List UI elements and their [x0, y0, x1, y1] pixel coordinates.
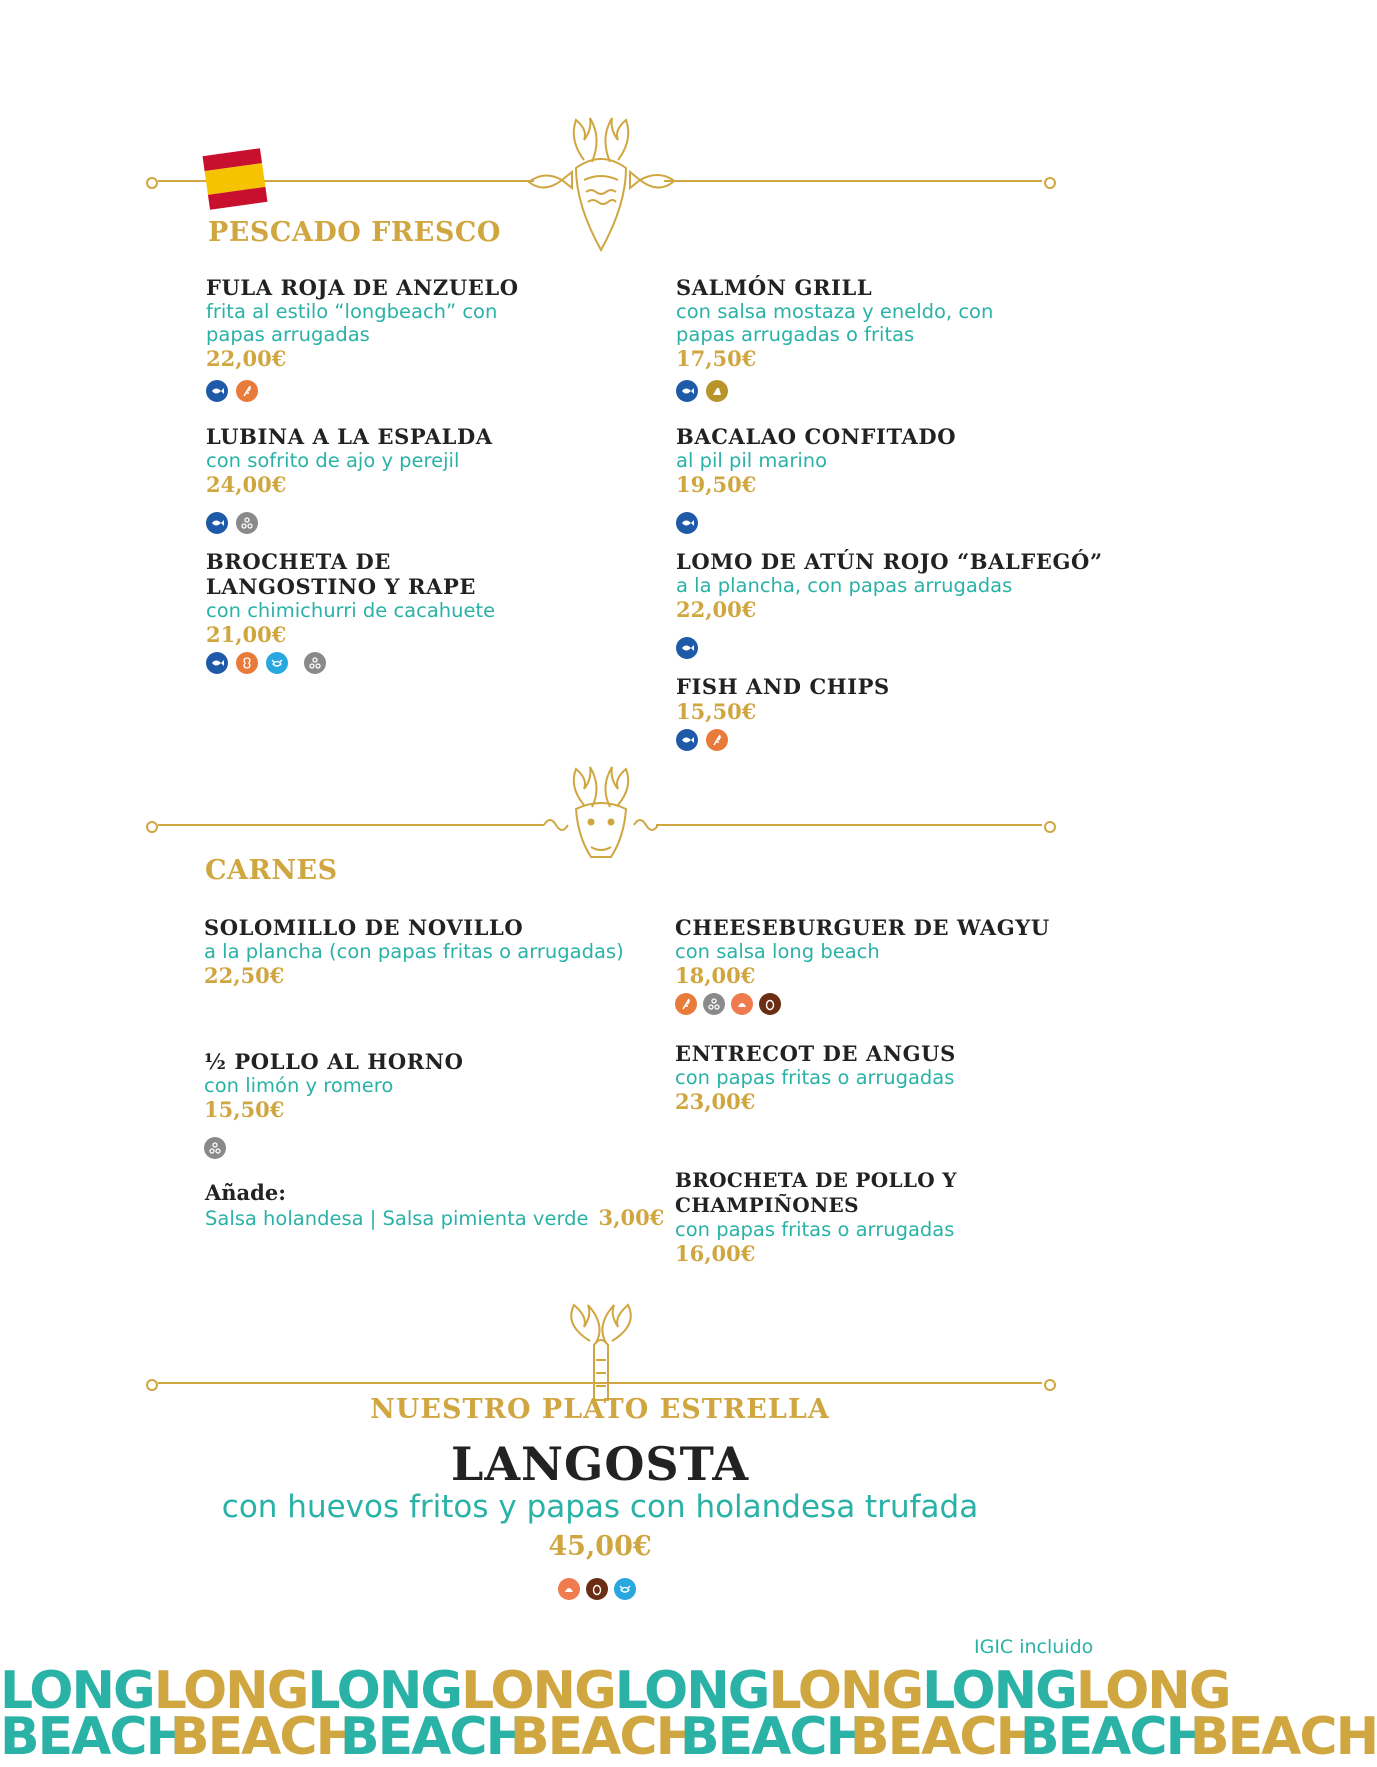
item-name: FISH AND CHIPS: [676, 674, 890, 699]
fish-allergen-icon: [676, 637, 698, 659]
allergen-list: [676, 512, 1106, 534]
item-description: frita al estilo “longbeach” con papas arrugadas: [206, 300, 498, 346]
item-name: BROCHETA DE POLLO Y CHAMPIÑONES: [675, 1168, 957, 1217]
footer-word: LONG: [0, 1661, 154, 1721]
menu-item-atun-rojo: [676, 549, 1126, 659]
allergen-list: [676, 380, 1106, 402]
footer-word: BEACH: [1020, 1707, 1208, 1767]
item-description: a la plancha (con papas fritas o arrugadas): [204, 940, 624, 963]
fish-allergen-icon: [206, 512, 228, 534]
addon-label: Añade:: [205, 1180, 286, 1205]
item-description: con salsa mostaza y eneldo, con papas arrugadas o fritas: [676, 300, 994, 346]
footer-word: LONG: [922, 1661, 1076, 1721]
footer-word: BEACH: [1190, 1707, 1377, 1767]
tax-note: IGIC incluido: [974, 1636, 1094, 1658]
allergen-list: [676, 729, 1106, 751]
fish-allergen-icon: [676, 380, 698, 402]
item-description: con chimichurri de cacahuete: [206, 599, 496, 622]
sulphite-allergen-icon: [304, 652, 326, 674]
footer-word: LONG: [153, 1661, 308, 1721]
footer-word: LONG: [1075, 1661, 1230, 1721]
menu-item-salmon-grill: [676, 275, 1106, 402]
item-description: con papas fritas o arrugadas: [675, 1218, 955, 1241]
item-description: con papas fritas o arrugadas: [675, 1066, 955, 1089]
milk-allergen-icon: [731, 993, 753, 1015]
mustard-allergen-icon: [706, 380, 728, 402]
item-price: 15,50€: [676, 699, 757, 724]
gluten-allergen-icon: [236, 380, 258, 402]
item-description: con limón y romero: [204, 1074, 394, 1097]
item-description: con salsa long beach: [675, 940, 880, 963]
estrella-price: 45,00€: [548, 1531, 652, 1562]
allergen-list: [206, 380, 636, 402]
menu-item-fula-roja: [206, 275, 636, 402]
footer-row-beach: [0, 1707, 1377, 1767]
item-name: ENTRECOT DE ANGUS: [675, 1041, 956, 1066]
footer-word: LONG: [614, 1661, 769, 1721]
gluten-allergen-icon: [706, 729, 728, 751]
item-name: BROCHETA DE LANGOSTINO Y RAPE: [206, 549, 476, 599]
allergen-list: [206, 652, 636, 674]
section-title-pescado: PESCADO FRESCO: [208, 217, 501, 248]
brand-footer: [0, 1661, 1377, 1767]
menu-item-addon: [205, 1180, 665, 1231]
item-name: SOLOMILLO DE NOVILLO: [204, 915, 524, 940]
footer-word: BEACH: [340, 1707, 528, 1767]
estrella-dish: LANGOSTA: [450, 1437, 750, 1491]
egg-allergen-icon: [759, 993, 781, 1015]
fish-allergen-icon: [676, 512, 698, 534]
footer-word: BEACH: [0, 1707, 188, 1767]
peanut-allergen-icon: [236, 652, 258, 674]
gluten-allergen-icon: [675, 993, 697, 1015]
estrella-allergen-list: [558, 1578, 636, 1600]
item-name: SALMÓN GRILL: [676, 275, 873, 300]
item-price: 17,50€: [676, 346, 757, 371]
menu-item-cheeseburguer-wagyu: [675, 915, 1105, 1015]
footer-word: BEACH: [680, 1707, 868, 1767]
footer-word: LONG: [461, 1661, 615, 1721]
item-price: 22,00€: [206, 346, 287, 371]
item-description: al pil pil marino: [676, 449, 828, 472]
menu-item-fish-and-chips: [676, 674, 1106, 751]
footer-word: BEACH: [850, 1707, 1038, 1767]
fish-allergen-icon: [206, 380, 228, 402]
menu-item-bacalao: [676, 424, 1106, 534]
section-title-carnes: CARNES: [205, 855, 338, 886]
item-price: 18,00€: [675, 963, 756, 988]
item-description: con sofrito de ajo y perejil: [206, 449, 460, 472]
sulphite-allergen-icon: [236, 512, 258, 534]
addon-options: Salsa holandesa | Salsa pimienta verde: [205, 1207, 589, 1230]
spain-flag-icon[interactable]: [203, 148, 268, 210]
sulphite-allergen-icon: [204, 1137, 226, 1159]
item-name: LUBINA A LA ESPALDA: [206, 424, 493, 449]
item-price: 21,00€: [206, 622, 287, 647]
egg-allergen-icon: [586, 1578, 608, 1600]
crustacean-allergen-icon: [614, 1578, 636, 1600]
footer-word: LONG: [307, 1661, 462, 1721]
estrella-description: con huevos fritos y papas con holandesa trufada: [221, 1489, 979, 1525]
menu-item-solomillo: [204, 915, 644, 989]
item-name: FULA ROJA DE ANZUELO: [206, 275, 519, 300]
sulphite-allergen-icon: [703, 993, 725, 1015]
menu-item-lubina: [206, 424, 636, 534]
allergen-list: [675, 993, 1105, 1015]
item-name: BACALAO CONFITADO: [676, 424, 957, 449]
item-price: 22,00€: [676, 597, 757, 622]
addon-price: 3,00€: [598, 1205, 665, 1230]
crustacean-allergen-icon: [266, 652, 288, 674]
menu-item-brocheta-pollo: [675, 1168, 1145, 1267]
item-price: 24,00€: [206, 472, 287, 497]
fish-allergen-icon: [676, 729, 698, 751]
menu-item-pollo-horno: [204, 1049, 634, 1159]
item-price: 16,00€: [675, 1241, 756, 1266]
item-price: 23,00€: [675, 1089, 756, 1114]
item-price: 15,50€: [204, 1097, 285, 1122]
allergen-list: [204, 1137, 634, 1159]
item-price: 19,50€: [676, 472, 757, 497]
item-name: ½ POLLO AL HORNO: [204, 1049, 464, 1074]
fish-allergen-icon: [206, 652, 228, 674]
menu-item-brocheta-langostino: [206, 549, 636, 674]
item-name: CHEESEBURGUER DE WAGYU: [675, 915, 1050, 940]
menu-item-entrecot: [675, 1041, 1105, 1115]
footer-word: BEACH: [510, 1707, 698, 1767]
item-price: 22,50€: [204, 963, 285, 988]
allergen-list: [206, 512, 636, 534]
allergen-list: [676, 637, 1126, 659]
item-description: a la plancha, con papas arrugadas: [676, 574, 1013, 597]
item-name: LOMO DE ATÚN ROJO “BALFEGÓ”: [676, 549, 1103, 574]
estrella-title: NUESTRO PLATO ESTRELLA: [370, 1394, 830, 1425]
footer-word: LONG: [768, 1661, 923, 1721]
footer-word: BEACH: [170, 1707, 358, 1767]
milk-allergen-icon: [558, 1578, 580, 1600]
